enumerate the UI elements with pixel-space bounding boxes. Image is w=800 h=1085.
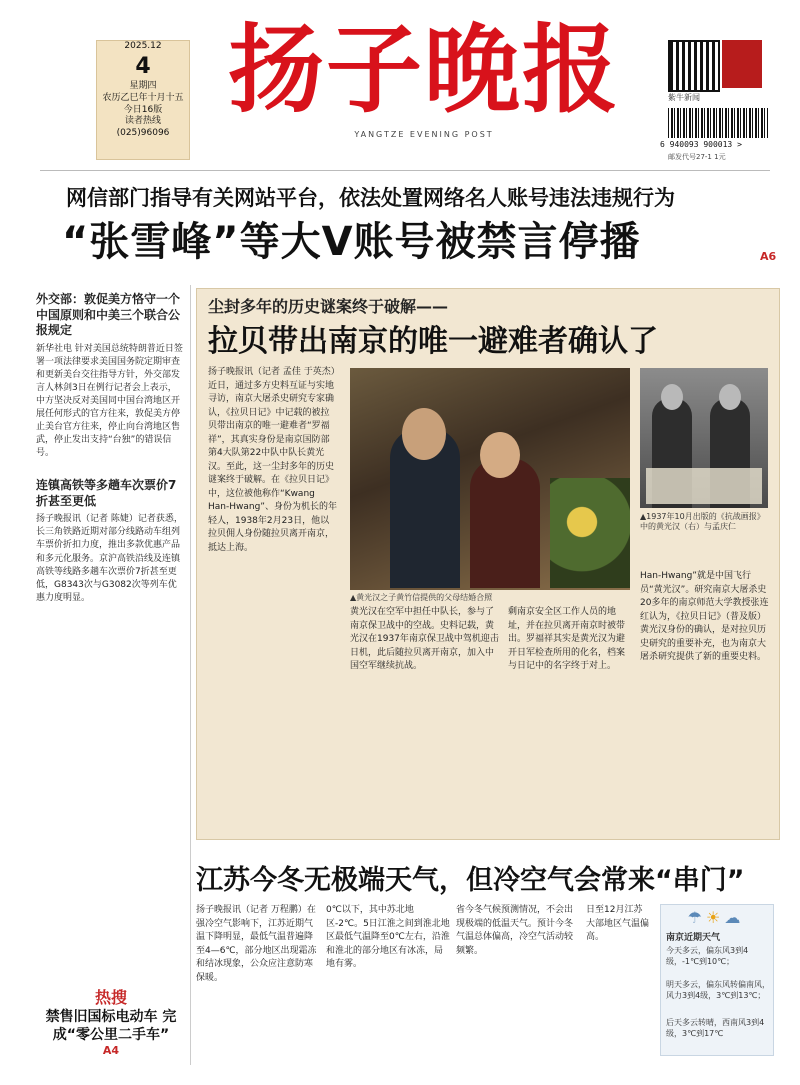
photo-inset-note bbox=[646, 468, 762, 504]
page-count: 今日16版 bbox=[123, 104, 163, 115]
date-year-month: 2025.12 bbox=[124, 41, 162, 51]
weather-widget-title: 南京近期天气 bbox=[666, 933, 721, 943]
photo-woman-head bbox=[480, 432, 520, 478]
lead-page-ref: A6 bbox=[760, 250, 777, 263]
lead-headline[interactable]: “张雪峰”等大V账号被禁言停播 bbox=[62, 219, 641, 265]
date-day: 4 bbox=[135, 53, 151, 79]
weather-body-col1: 扬子晚报讯（记者 万程鹏）在强冷空气影响下，江苏近期气温下降明显，最低气温普遍降至4—6℃，部分地区出现霜冻和结冰现象，公众应注意防寒保暖。 bbox=[196, 905, 317, 983]
weather-today: 今天多云，偏东风3到4级，-1℃到10℃； bbox=[666, 946, 749, 966]
column-divider bbox=[190, 285, 191, 1065]
qr-code-icon bbox=[668, 40, 720, 92]
newspaper-title: 扬子晚报 bbox=[228, 13, 620, 126]
photo-woman-figure bbox=[470, 458, 540, 588]
hotline-number: (025)96096 bbox=[116, 128, 170, 139]
feature-body-col2: 黄光汉在空军中担任中队长，参与了南京保卫战中的空战。史料记载，黄光汉在1937年南京保卫战中驾机迎击日机，此后随拉贝离开南京，加入中国空军继续抗战。 bbox=[350, 607, 499, 671]
lunar-date: 农历乙巳年十月十五 bbox=[102, 92, 184, 103]
hotline-label: 读者热线 bbox=[124, 116, 161, 127]
date-box bbox=[96, 40, 190, 160]
weather-day-after: 后天多云转晴，西南风3到4级，3℃到17℃ bbox=[666, 1018, 765, 1038]
weekday: 星期四 bbox=[129, 81, 157, 92]
weather-body-col4: 日至12月江苏大部地区气温偏高。 bbox=[586, 905, 650, 942]
feature-body-col4: Han-Hwang”就是中国飞行员“黄光汉”。研究南京大屠杀史20多年的南京师范大学教授张连红认为，《拉贝日记》（普及版）黄光汉身份的确认，是对拉贝历史研究的重要补充，也为南京大屠杀研究提供了新的重要史料。 bbox=[640, 571, 769, 662]
masthead-divider bbox=[40, 170, 770, 171]
left-article-1-body: 新华社电 针对美国总统特朗普近日签署一项法律要求美国国务院定期审查和更新美台交往指导方针，外交部发言人林剑3日在例行记者会上表示，中方坚决反对美国同中国台湾地区开展任何形式的官方往来，敦促美方停止美台官方往来，停止向台湾地区售武，停止发出支持“台独”的错误信号。 bbox=[36, 343, 183, 459]
umbrella-icon: ☂ bbox=[687, 908, 706, 927]
wedding-photo bbox=[350, 368, 630, 590]
feature-title[interactable]: 拉贝带出南京的唯一避难者确认了 bbox=[208, 324, 658, 359]
weather-icons bbox=[664, 908, 768, 927]
pilots-photo bbox=[640, 368, 768, 508]
hot-search-box[interactable] bbox=[36, 985, 186, 1057]
weather-title[interactable]: 江苏今冬无极端天气，但冷空气会常来“串门” bbox=[196, 865, 745, 896]
feature-body-col1: 扬子晚报讯（记者 孟佳 于英杰）近日，通过多方史料互证与实地寻访，南京大屠杀史研究专家确认，《拉贝日记》中记载的被拉贝带出南京的唯一避难者“罗福祥”，其真实身份是南京国防部第4大队第22中队中队长黄光汉。至此，这一尘封多年的历史谜案终于破解。在《拉贝日记》中，这位被他称作“Kwang Han-Hwang”、身份为机长的年轻人，1938年2月23日，他以拉贝佣人身份随拉贝离开南京，抵达上海。 bbox=[208, 367, 337, 553]
hot-search-label: 热搜 bbox=[94, 988, 127, 1007]
barcode-number: 6 940093 900013 > bbox=[660, 140, 742, 149]
cloud-icon: ☁ bbox=[724, 908, 745, 927]
photo2-caption: ▲1937年10月出版的《抗战画报》中的黄光汉（右）与孟庆仁 bbox=[640, 512, 765, 532]
qr-label: 紫牛新闻 bbox=[668, 93, 700, 102]
sun-icon: ☀ bbox=[706, 908, 725, 927]
hot-search-page: A4 bbox=[102, 1044, 120, 1058]
weather-body-col2: 0℃以下，其中苏北地区-2℃。5日江淮之间到淮北地区最低气温降至0℃左右，沿淮和淮北的部分地区有冰冻，局地有雾。 bbox=[326, 905, 450, 969]
left-article-2-title[interactable]: 连镇高铁等多趟车次票价7折甚至更低 bbox=[36, 478, 177, 508]
left-article-2-body: 扬子晚报讯（记者 陈婕）记者获悉，长三角铁路近期对部分线路动车组列车票价折扣力度，推出多款优惠产品和多元化服务。京沪高铁沿线及连镇高铁等线路多趟车次票价7折甚至更低，G8343次与G3082次等列车优惠力度明显。 bbox=[36, 514, 183, 603]
lead-kicker: 网信部门指导有关网站平台，依法处置网络名人账号违法违规行为 bbox=[66, 186, 675, 210]
postal-code: 邮发代号27-1 1元 bbox=[668, 153, 726, 161]
photo-man-head bbox=[402, 408, 446, 460]
feature-body-col3: 剩南京安全区工作人员的地址，并在拉贝离开南京时被带出。罗福祥其实是黄光汉为避开日军检查所用的化名，档案与日记中的名字终于对上。 bbox=[508, 607, 626, 671]
newspaper-title-en: YANGTZE EVENING POST bbox=[354, 130, 494, 139]
weather-tomorrow: 明天多云，偏东风转偏南风，风力3到4级，3℃到13℃； bbox=[666, 980, 770, 1000]
barcode-icon bbox=[668, 108, 768, 138]
left-column bbox=[36, 292, 184, 972]
app-logo-icon bbox=[722, 40, 762, 88]
photo-flowers bbox=[550, 478, 630, 588]
masthead bbox=[214, 10, 634, 150]
feature-kicker: 尘封多年的历史谜案终于破解—— bbox=[208, 297, 449, 316]
hot-search-title[interactable]: 禁售旧国标电动车 完成“零公里二手车” bbox=[45, 1009, 177, 1044]
photo-pilot-right-head bbox=[719, 384, 741, 410]
photo1-caption: ▲黄光汉之子黄竹信提供的父母结婚合照 bbox=[350, 593, 493, 602]
left-article-1-title[interactable]: 外交部：敦促美方恪守一个中国原则和中美三个联合公报规定 bbox=[36, 292, 181, 338]
weather-body-col3: 省今冬气候预测情况，不会出现极端的低温天气。预计今冬气温总体偏高，冷空气活动较频繁。 bbox=[456, 905, 574, 956]
photo-pilot-left-head bbox=[661, 384, 683, 410]
